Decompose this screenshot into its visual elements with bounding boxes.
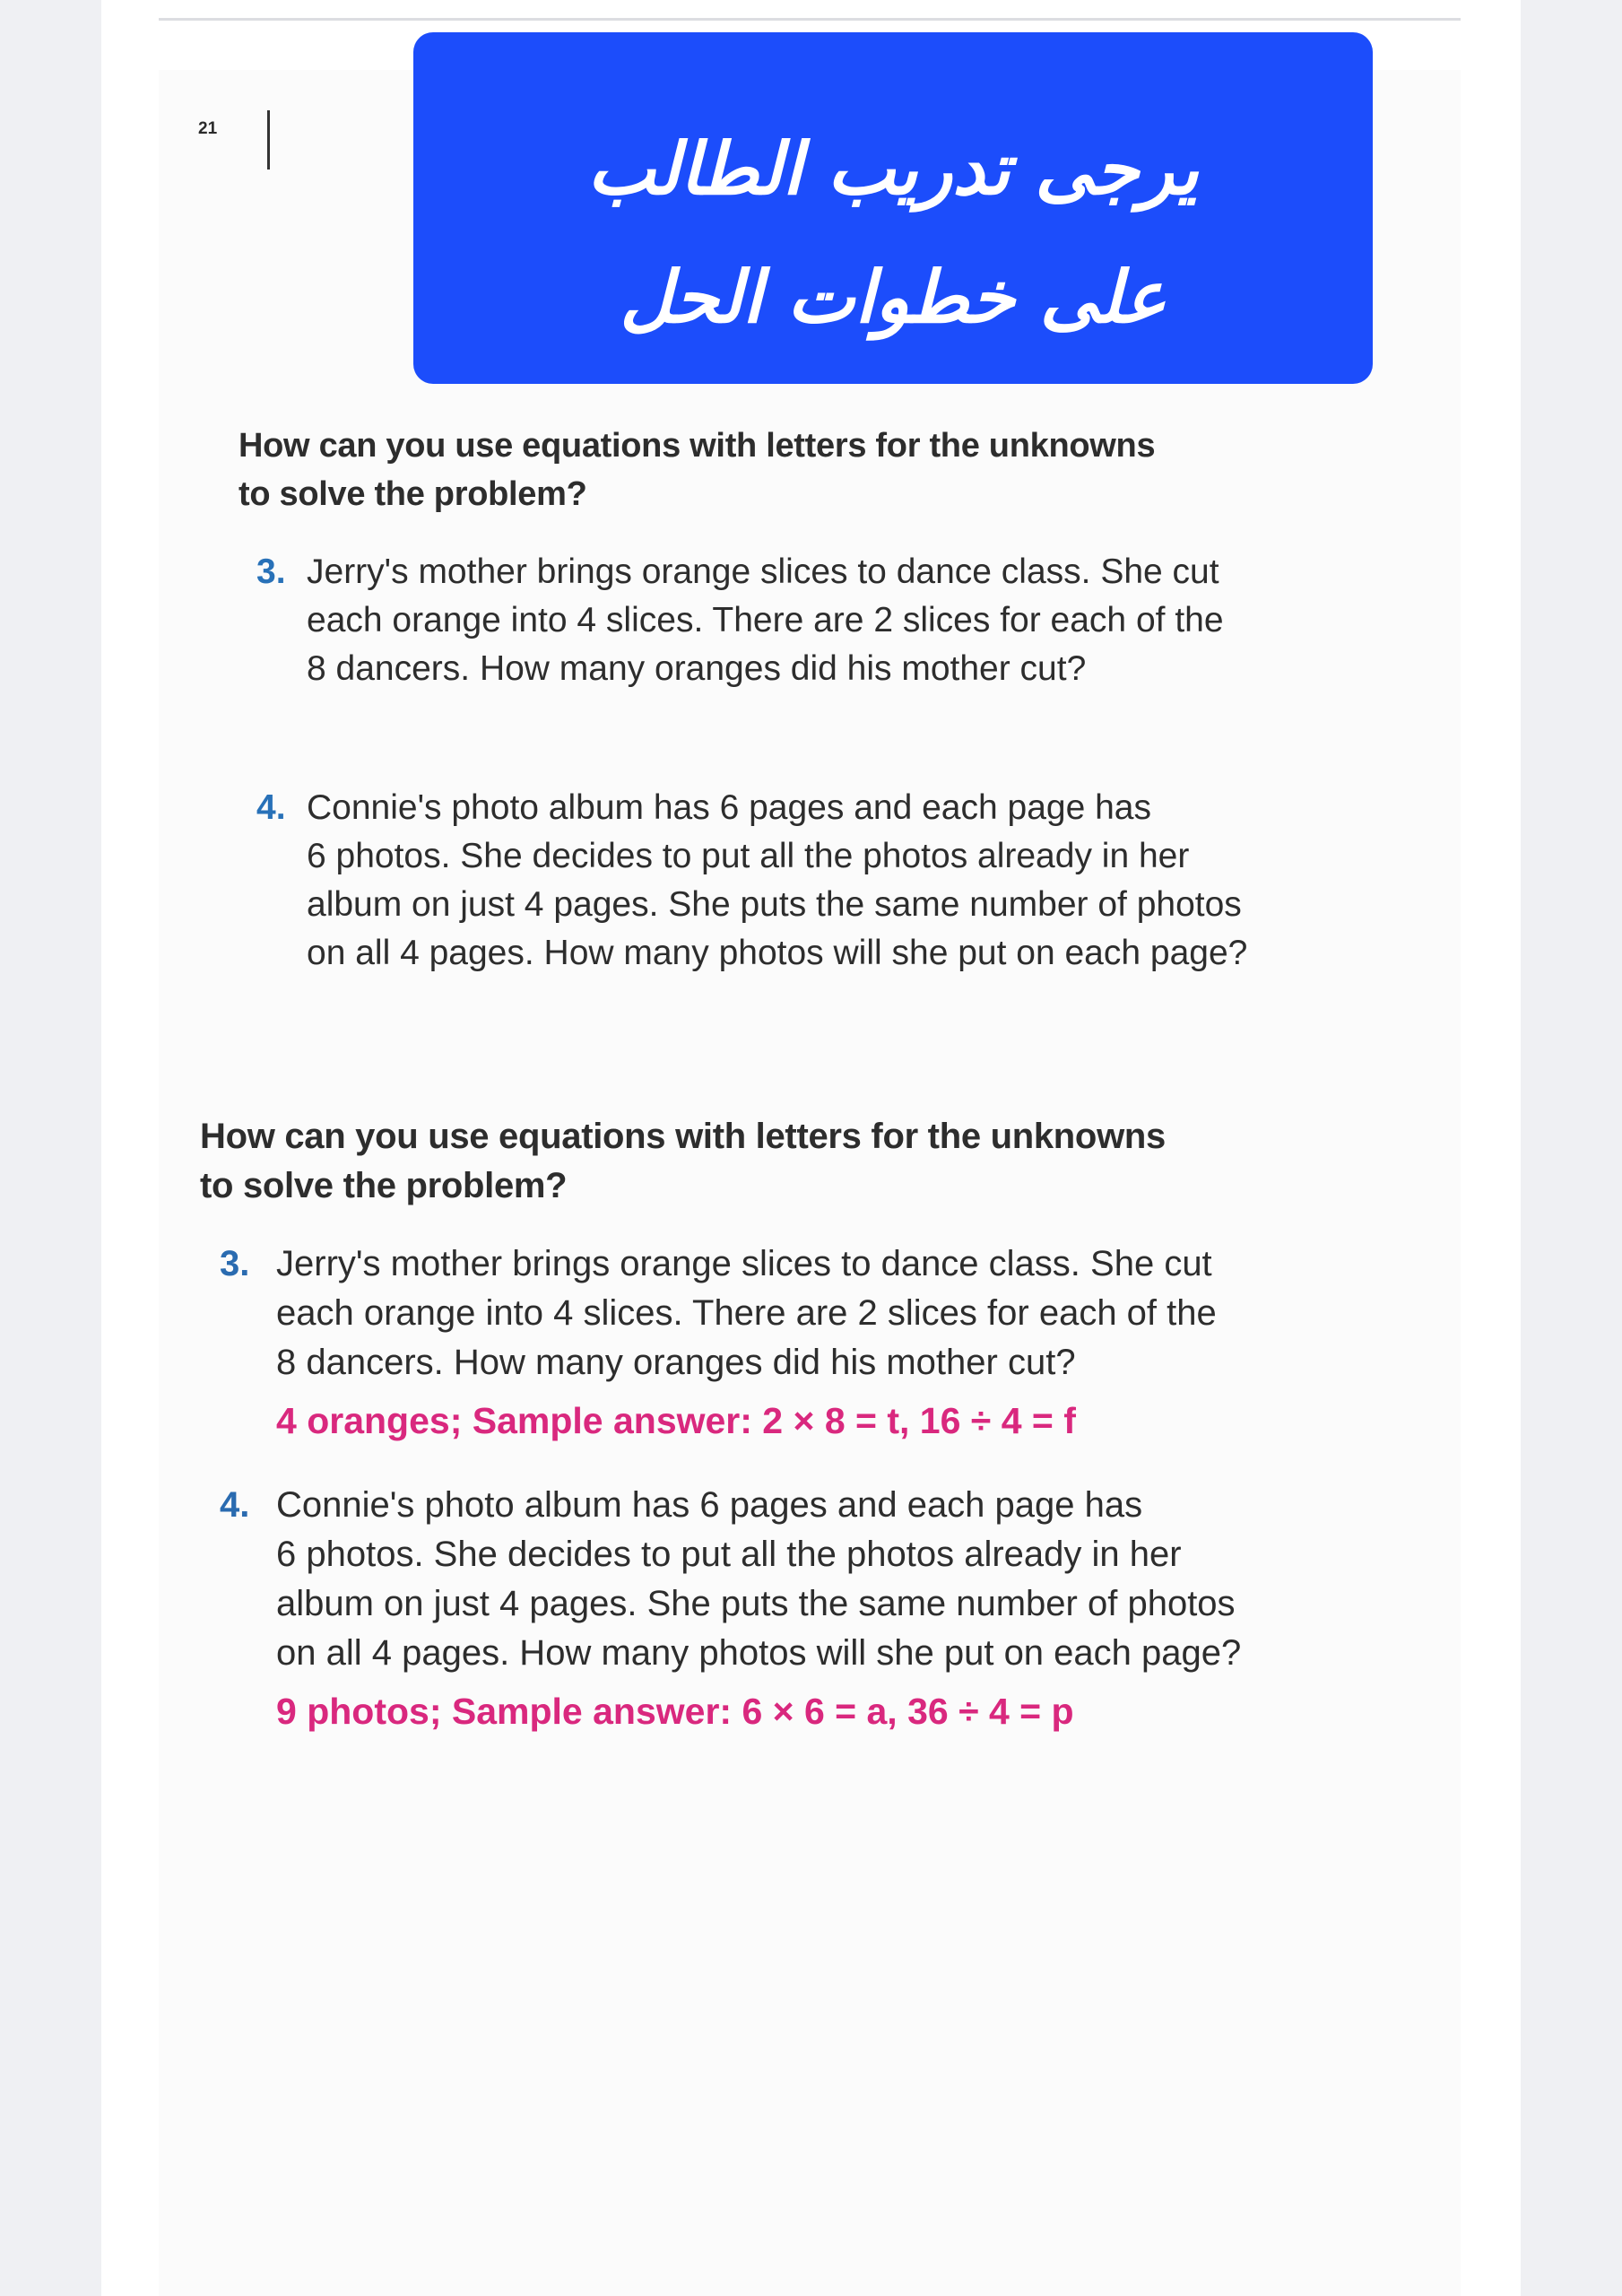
problem-text: Connie's photo album has 6 pages and each page has 6 photos. She decides to put all the photos already in her album on just 4 pages. She puts the same number of photos on all 4 pages. How many photos will she put on each page? [276,1485,1242,1673]
section-heading: How can you use equations with letters for the unknowns to solve the problem? [239,427,1156,513]
problem-number: 3. [220,1244,250,1283]
problem-text: Jerry's mother brings orange slices to dance class. She cut each orange into 4 slices. There are 2 slices for each of the 8 dancers. How many oranges did his mother cut? [307,552,1224,688]
problem-number: 4. [256,788,286,827]
problem-4-with-answer [220,1481,1403,1737]
page-number: 21 [198,119,218,138]
answer-text: 9 photos; Sample answer: 6 × 6 = a, 36 ÷ 4 = p [276,1691,1074,1732]
banner-line-2: على خطوات الحل [620,256,1167,339]
previous-page-edge [159,0,1461,21]
problem-3-with-answer [220,1239,1403,1447]
section-heading: How can you use equations with letters for the unknowns to solve the problem? [200,1117,1166,1205]
banner-line-1: يرجى تدريب الطالب [587,127,1199,211]
problem-text: Jerry's mother brings orange slices to dance class. She cut each orange into 4 slices. There are 2 slices for each of the 8 dancers. How many oranges did his mother cut? [276,1244,1217,1382]
problem-4 [256,784,1368,978]
right-gutter [1521,0,1622,2296]
left-gutter [0,0,101,2296]
answer-text: 4 oranges; Sample answer: 2 × 8 = t, 16 ÷ 4 = f [276,1400,1076,1441]
problem-number: 3. [256,552,286,591]
problem-3 [256,548,1368,693]
instruction-banner [413,32,1373,384]
problem-text: Connie's photo album has 6 pages and each page has 6 photos. She decides to put all the photos already in her album on just 4 pages. She puts the same number of photos on all 4 pages. How many photos will she put on each page? [307,788,1248,972]
problem-number: 4. [220,1485,250,1525]
page-number-divider [267,110,270,170]
